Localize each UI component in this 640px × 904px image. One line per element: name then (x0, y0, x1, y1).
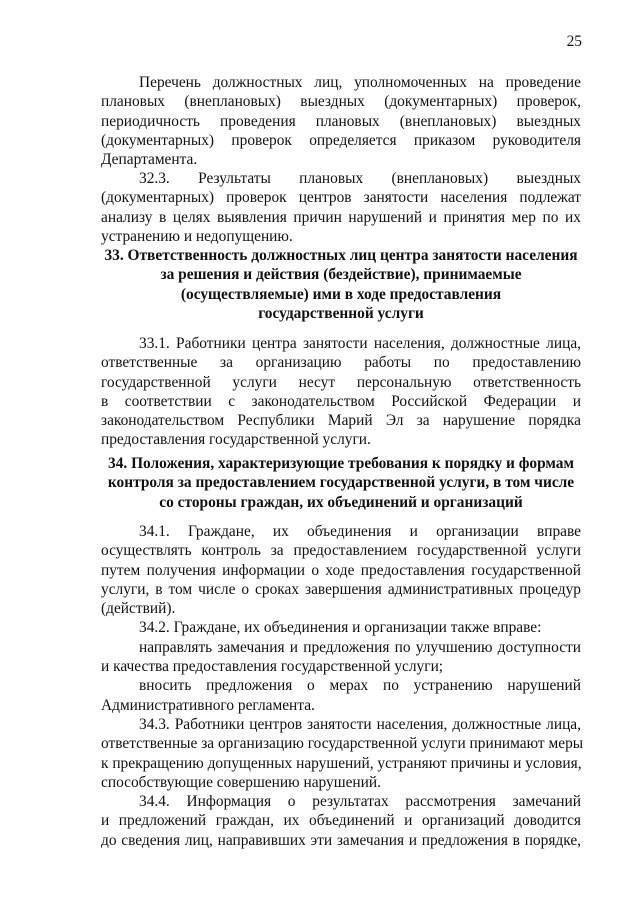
text-line: плановых (внеплановых) выездных (документарных) проверок, (101, 93, 581, 111)
text-line: осуществлять контроль за предоставлением государственной услуги (101, 542, 581, 560)
text-line: анализу в целях выявления причин нарушений и принятия мер по их (101, 208, 581, 226)
text-line: до сведения лиц, направивших эти замечания и предложения в порядке, (101, 831, 581, 849)
text-line: Департамента. (101, 151, 198, 169)
text-line: (документарных) проверок определяется приказом руководителя (101, 131, 581, 149)
paragraphs-34 (101, 522, 584, 850)
text-line: услуги, в том числе о сроках завершения административных процедур (101, 580, 581, 598)
text-line: государственной услуги несут персональную ответственность (101, 373, 581, 391)
text-line: и предложений граждан, их объединений и организаций доводится (101, 812, 581, 830)
heading-line: (осуществляемые) ими в ходе предоставления (180, 285, 502, 303)
paragraph-33-1 (101, 334, 581, 450)
text-line: ответственные за организацию работы по предоставлению (101, 354, 581, 372)
text-line: ответственные за организацию государственной услуги принимают меры (101, 735, 584, 753)
section-heading-34 (101, 454, 581, 512)
heading-line: 34. Положения, характеризующие требования к порядку и формам (108, 455, 574, 472)
text-line: предоставления государственной услуги. (101, 431, 371, 449)
heading-line: со стороны граждан, их объединений и организаций (159, 493, 523, 511)
paragraph-32-3 (101, 169, 581, 246)
text-line: направлять замечания и предложения по улучшению доступности (139, 638, 581, 656)
text-line: Перечень должностных лиц, уполномоченных на проведение (139, 74, 581, 91)
text-line: путем получения информации о ходе предоставления государственной (101, 561, 581, 579)
text-line: 34.1. Граждане, их объединения и организации вправе (139, 523, 581, 540)
text-line: способствующие совершению нарушений. (101, 773, 381, 791)
paragraph-32-2-continued (101, 73, 581, 169)
heading-line: за решения и действия (бездействие), принимаемые (160, 266, 522, 284)
text-line: устранению и недопущению. (101, 227, 293, 245)
text-line: в соответствии с законодательством Российской Федерации и (101, 392, 581, 410)
text-line: периодичность проведения плановых (внеплановых) выездных (101, 112, 581, 130)
page-number: 25 (566, 33, 582, 50)
heading-line: государственной услуги (258, 304, 424, 322)
text-line: Административного регламента. (101, 696, 315, 714)
section-heading-33 (101, 246, 581, 323)
text-line: (действий). (101, 600, 176, 618)
heading-line: 33. Ответственность должностных лиц центра занятости населения (104, 247, 578, 264)
text-line: 34.2. Граждане, их объединения и организации также вправе: (139, 619, 542, 637)
text-line: законодательством Республики Марий Эл за нарушение порядка (101, 412, 581, 430)
text-line: и качества предоставления государственной услуги; (101, 658, 444, 676)
text-line: к прекращению допущенных нарушений, устраняют причины и условия, (101, 754, 582, 772)
text-line: 32.3. Результаты плановых (внеплановых) выездных (139, 170, 581, 187)
text-line: 34.4. Информация о результатах рассмотрения замечаний (139, 793, 581, 811)
text-line: 34.3. Работники центров занятости населения, должностные лица, (139, 715, 581, 733)
text-line: вносить предложения о мерах по устранению нарушений (139, 677, 581, 695)
text-line: 33.1. Работники центра занятости населения, должностные лица, (139, 335, 581, 352)
text-line: (документарных) проверок центров занятости населения подлежат (101, 189, 581, 207)
heading-line: контроля за предоставлением государственной услуги, в том числе (107, 474, 575, 492)
